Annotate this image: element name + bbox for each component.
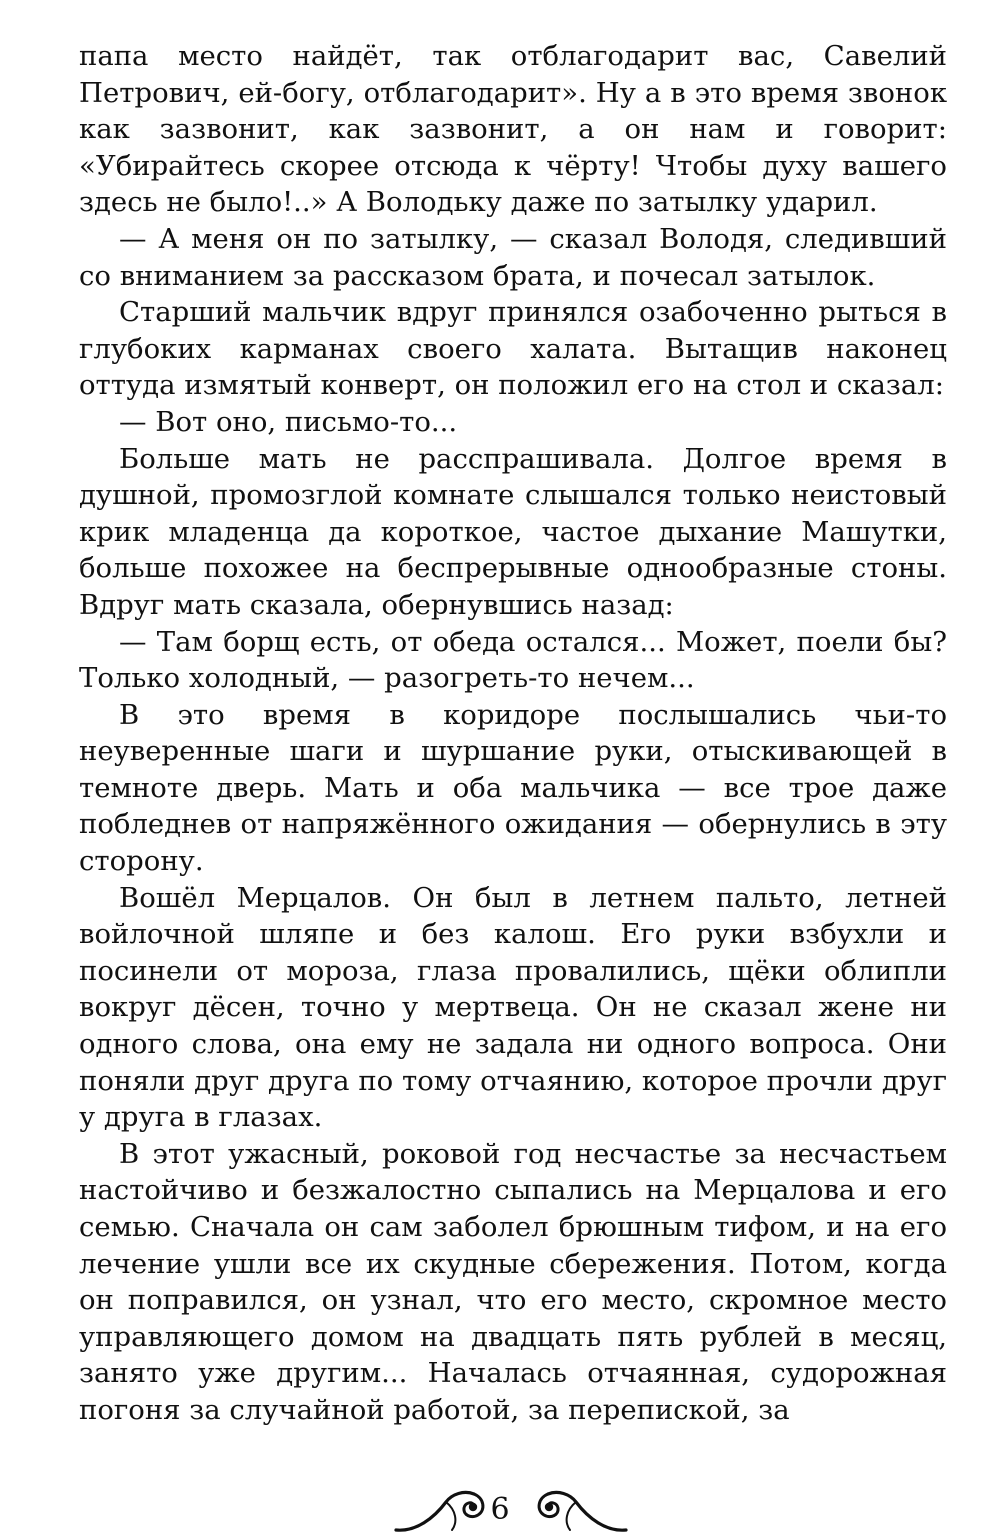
paragraph: В это время в коридоре послышались чьи-то неуверенные шаги и шуршание руки, отыскивающей в темноте дверь. Мать и оба мальчика — все трое даже побледнев от напряжённого ожидания — обернулись в эту сторону.	[79, 698, 947, 878]
paragraph: — Там борщ есть, от обеда остался... Может, поели бы? Только холодный, — разогреть-то нечем...	[79, 625, 947, 695]
paragraph-continued: папа место найдёт, так отблагодарит вас, Савелий Петрович, ей-богу, отблагодарит». Ну а в это время звонок как зазвонит, как зазвонит, а он нам и говорит: «Убирайтесь скорее отсюда к чёрту! Чтобы духу вашего здесь не было!..» А Володьку даже по затылку ударил.	[79, 40, 947, 219]
swirl-right-icon	[528, 1488, 628, 1536]
paragraph: Старший мальчик вдруг принялся озабоченно рыться в глубоких карманах своего халата. Вытащив наконец оттуда измятый конверт, он положил его на стол и сказал:	[79, 296, 947, 402]
paragraph: Вошёл Мерцалов. Он был в летнем пальто, летней войлочной шляпе и без калош. Его руки взбухли и посинели от мороза, глаза провалились, щёки облипли вокруг дёсен, точно у мертвеца. Он не сказал жене ни одного слова, она ему не задала ни одного вопроса. Они поняли друг друга по тому отчаянию, которое прочли друг у друга в глазах.	[79, 881, 947, 1134]
paragraph: — Вот оно, письмо-то...	[119, 405, 458, 438]
page-number: 6	[490, 1492, 510, 1527]
paragraph: Больше мать не расспрашивала. Долгое время в душной, промозглой комнате слышался только неистовый крик младенца да короткое, частое дыхание Машутки, больше похожее на беспрерывные однообразные стоны. Вдруг мать сказала, обернувшись назад:	[79, 442, 947, 621]
paragraph: — А меня он по затылку, — сказал Володя, следивший со вниманием за рассказом брата, и почесал затылок.	[79, 222, 947, 292]
page-footer	[0, 1488, 1000, 1536]
book-page-text	[79, 38, 947, 1429]
paragraph: В этот ужасный, роковой год несчастье за несчастьем настойчиво и безжалостно сыпались на Мерцалова и его семью. Сначала он сам заболел брюшным тифом, и на его лечение ушли все их скудные сбережения. Потом, когда он поправился, он узнал, что его место, скромное место управляющего домом на двадцать пять рублей в месяц, занято уже другим... Началась отчаянная, судорожная погоня за случайной работой, за перепиской, за	[79, 1137, 947, 1426]
